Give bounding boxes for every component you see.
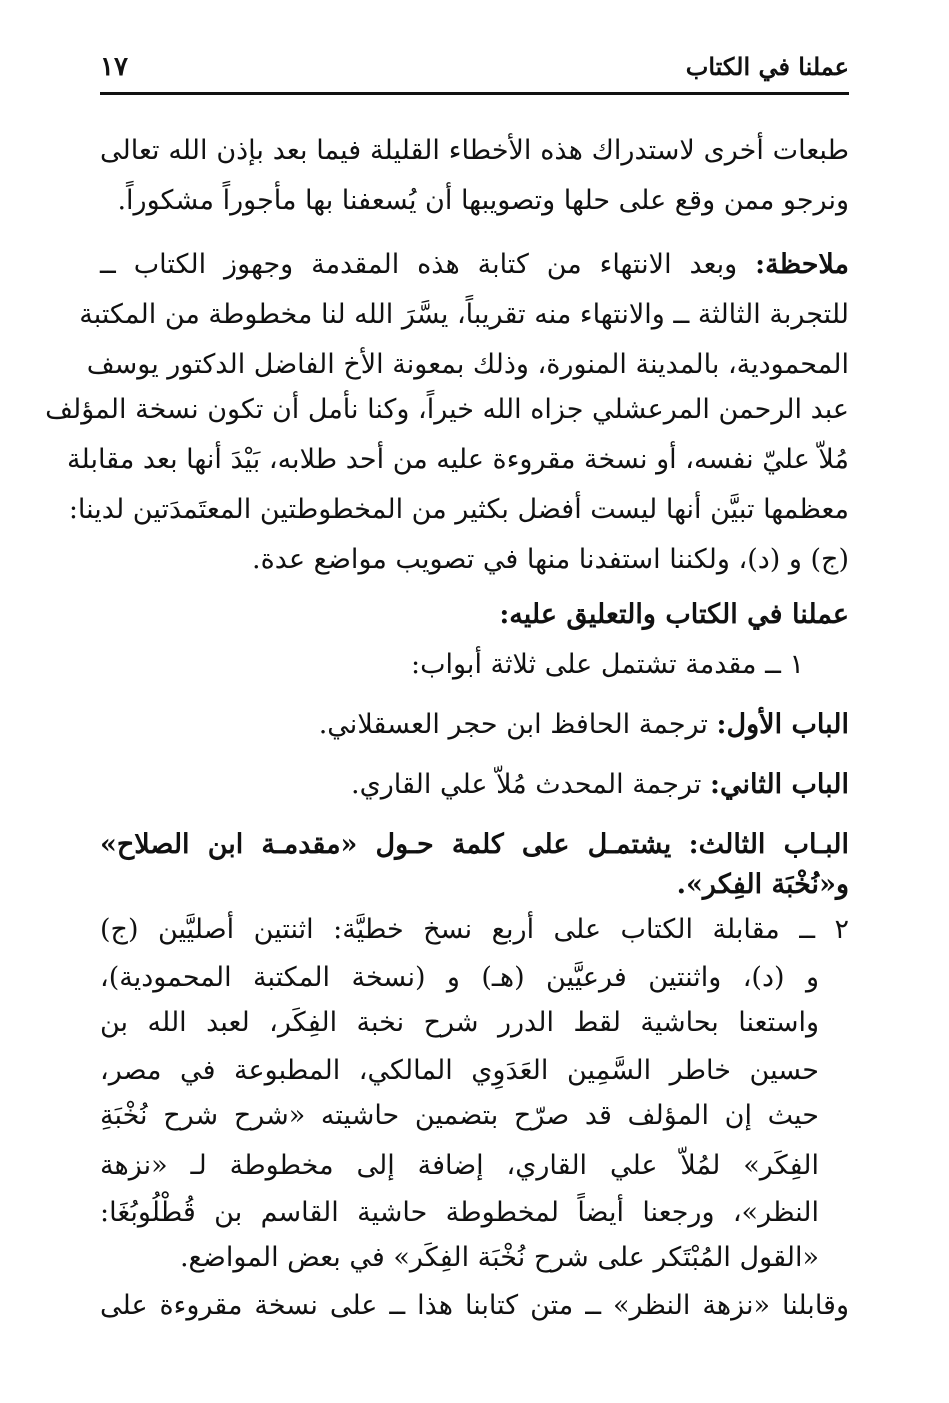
running-header <box>100 48 849 95</box>
list-item-line: حسين خاطر السَّمِين العَدَوِي المالكي، المطبوعة في مصر، <box>100 1055 819 1086</box>
list-item-line: واستعنا بحاشية لقط الدرر شرح نخبة الفِكَر، لعبد الله بن <box>100 1007 819 1038</box>
list-item-line: النظر»، ورجعنا أيضاً لمخطوطة حاشية القاسم بن قُطْلُوبُغَا: <box>100 1197 819 1228</box>
list-item: ٢ ــ مقابلة الكتاب على أربع نسخ خطيَّة: اثنتين أصليَّين (ج) <box>100 914 849 945</box>
paragraph-line: عبد الرحمن المرعشلي جزاه الله خيراً، وكنا نأمل أن تكون نسخة المؤلف <box>45 394 849 425</box>
chapter-line <box>319 705 849 745</box>
chapter-continuation: و«نُخْبَة الفِكر». <box>676 869 849 900</box>
list-item-line: و (د)، واثنتين فرعيَّين (هـ) و (نسخة المكتبة المحمودية)، <box>100 962 819 993</box>
paragraph-line: مُلاّ عليّ نفسه، أو نسخة مقروءة عليه من أحد طلابه، بَيْدَ أنها بعد مقابلة <box>67 444 849 475</box>
chapter-label: الباب الأول: <box>716 709 849 740</box>
paragraph-line: طبعات أخرى لاستدراك هذه الأخطاء القليلة فيما بعد بإذن الله تعالى <box>100 135 849 166</box>
paragraph-line: وقابلنا «نزهة النظر» ــ متن كتابنا هذا ــ على نسخة مقروءة على <box>100 1290 849 1321</box>
paragraph-line: (ج) و (د)، ولكننا استفدنا منها في تصويب مواضع عدة. <box>252 544 849 575</box>
list-item: ١ ــ مقدمة تشتمل على ثلاثة أبواب: <box>410 649 804 680</box>
list-item-line: الفِكَر» لمُلاّ علي القاري، إضافة إلى مخطوطة لـ «نزهة <box>100 1150 819 1181</box>
running-title: عملنا في الكتاب <box>685 52 849 81</box>
note-label: ملاحظة: <box>755 249 849 280</box>
paragraph-line: ونرجو ممن وقع على حلها وتصويبها أن يُسعفنا بها مأجوراً مشكوراً. <box>117 185 849 216</box>
list-item-line: «القول المُبْتَكر على شرح نُخْبَة الفِكَر» في بعض المواضع. <box>179 1242 819 1273</box>
section-heading: عملنا في الكتاب والتعليق عليه: <box>499 599 849 630</box>
paragraph-line: المحمودية، بالمدينة المنورة، وذلك بمعونة الأخ الفاضل الدكتور يوسف <box>86 349 849 380</box>
chapter-line <box>100 825 849 865</box>
chapter-text: يشتمـل على كلمة حـول «مقدمـة ابن الصلاح» <box>100 829 672 860</box>
chapter-line <box>351 765 849 805</box>
chapter-text: ترجمة الحافظ ابن حجر العسقلاني. <box>318 709 708 740</box>
list-item-line: حيث إن المؤلف قد صرّح بتضمين حاشيته «شرح شرح نُخْبَةِ <box>100 1100 819 1131</box>
paragraph-line: معظمها تبيَّن أنها ليست أفضل بكثير من المخطوطتين المعتَمدَتين لدينا: <box>68 494 849 525</box>
note-line <box>100 245 849 285</box>
chapter-text: ترجمة المحدث مُلاّ علي القاري. <box>351 769 702 800</box>
chapter-label: البـاب الثالث: <box>688 829 850 860</box>
page-number: ١٧ <box>100 52 128 82</box>
paragraph-line: للتجربة الثالثة ــ والانتهاء منه تقريباً، يسَّرَ الله لنا مخطوطة من المكتبة <box>79 299 849 330</box>
chapter-label: الباب الثاني: <box>709 769 849 800</box>
note-text: وبعد الانتهاء من كتابة هذه المقدمة وجهوز الكتاب ــ <box>100 249 738 280</box>
